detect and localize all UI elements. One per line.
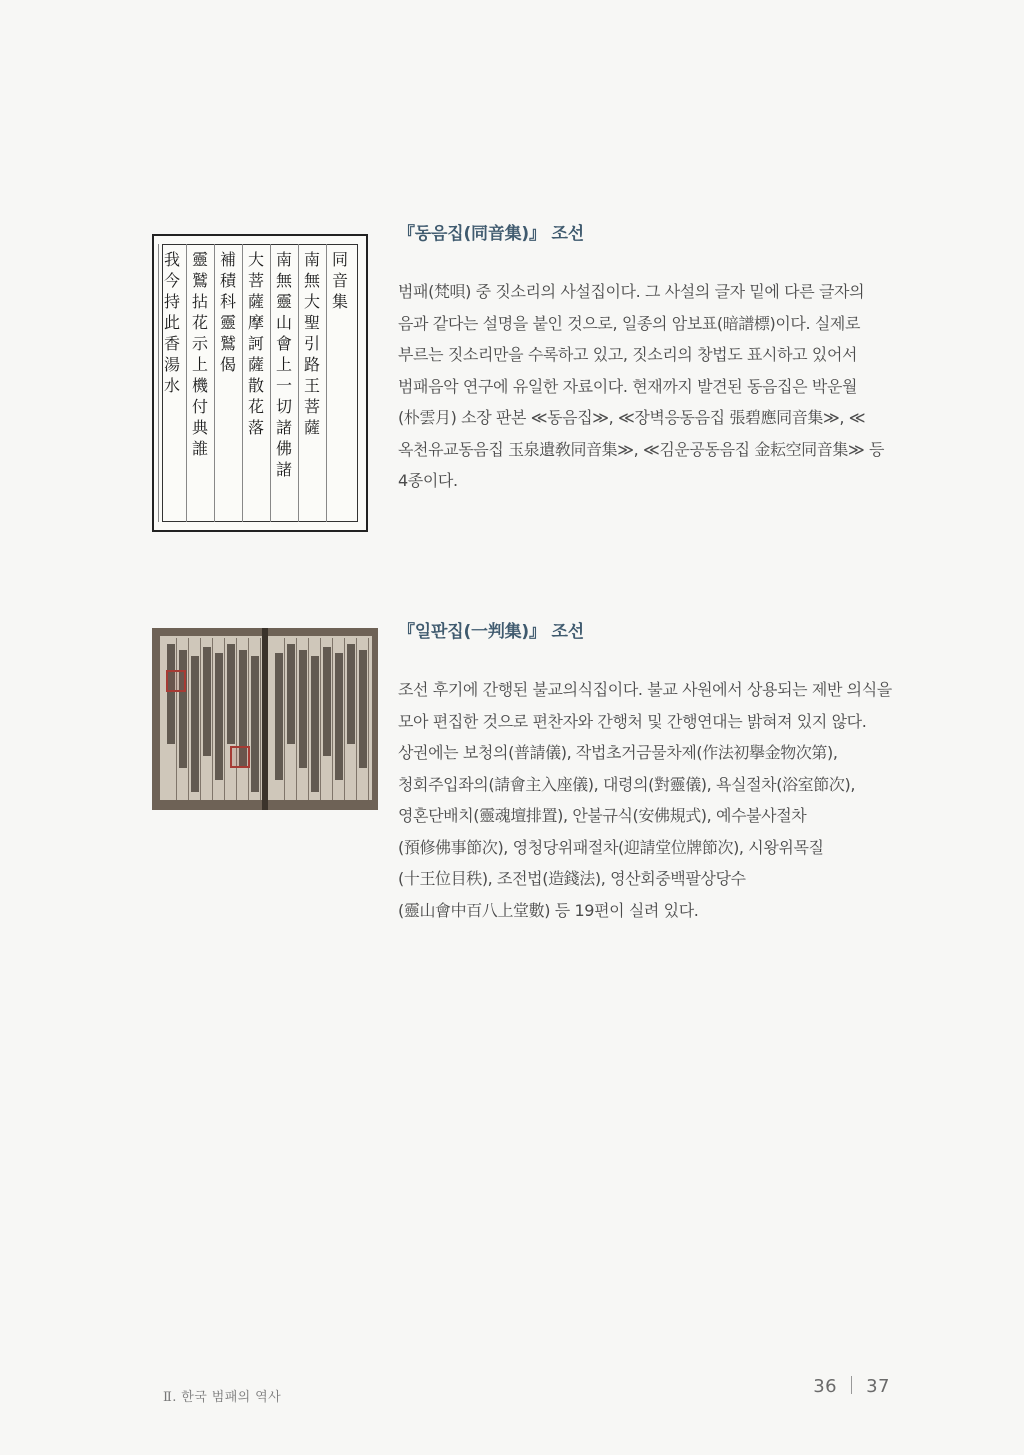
book-column-rule	[332, 638, 333, 800]
book-column-rule	[224, 638, 225, 800]
manuscript-glyph: 今	[163, 271, 180, 290]
book-text-column	[311, 656, 319, 792]
entry-title: 『일판집(一判集)』 조선	[398, 622, 584, 642]
manuscript-glyph: 訶	[247, 334, 264, 353]
book-column-rule	[368, 638, 369, 800]
book-column-rule	[344, 638, 345, 800]
manuscript-glyph: 散	[247, 376, 264, 395]
book-text-column	[215, 653, 223, 780]
manuscript-glyph: 路	[303, 355, 320, 374]
manuscript-glyph: 菩	[303, 397, 320, 416]
manuscript-glyph: 科	[219, 292, 236, 311]
manuscript-glyph: 香	[163, 334, 180, 353]
book-text-column	[335, 653, 343, 780]
manuscript-column-rule	[186, 244, 187, 522]
manuscript-glyph: 摩	[247, 313, 264, 332]
entry-text	[398, 222, 892, 497]
manuscript-glyph: 上	[275, 355, 292, 374]
manuscript-glyph: 薩	[247, 355, 264, 374]
manuscript-glyph: 薩	[303, 418, 320, 437]
manuscript-glyph: 南	[303, 250, 320, 269]
manuscript-glyph: 聖	[303, 313, 320, 332]
manuscript-glyph: 同	[331, 250, 348, 269]
manuscript-column-rule	[298, 244, 299, 522]
manuscript-glyph: 水	[163, 376, 180, 395]
page-numbers	[813, 1376, 890, 1397]
manuscript-glyph: 靈	[219, 313, 236, 332]
manuscript-glyph: 切	[275, 397, 292, 416]
manuscript-column-rule	[158, 244, 159, 522]
page-number-left: 36	[813, 1376, 838, 1397]
book-column-rule	[296, 638, 297, 800]
manuscript-glyph: 持	[163, 292, 180, 311]
manuscript-column-rule	[270, 244, 271, 522]
book-column-rule	[248, 638, 249, 800]
book-text-column	[323, 647, 331, 756]
manuscript-glyph: 大	[247, 250, 264, 269]
manuscript-glyph: 花	[191, 313, 208, 332]
manuscript-glyph: 付	[191, 397, 208, 416]
page-number-right: 37	[866, 1376, 890, 1397]
page-number-divider	[851, 1376, 852, 1394]
red-seal-stamp	[166, 670, 186, 692]
dongeumjip-manuscript-image	[152, 234, 368, 532]
book-column-rule	[284, 638, 285, 800]
manuscript-glyph: 靈	[191, 250, 208, 269]
book-column-rule	[176, 638, 177, 800]
manuscript-glyph: 王	[303, 376, 320, 395]
manuscript-glyph: 鷲	[191, 271, 208, 290]
manuscript-glyph: 補	[219, 250, 236, 269]
book-column-rule	[308, 638, 309, 800]
manuscript-glyph: 引	[303, 334, 320, 353]
manuscript-column-rule	[242, 244, 243, 522]
manuscript-glyph: 花	[247, 397, 264, 416]
manuscript-glyph: 靈	[275, 292, 292, 311]
book-text-column	[167, 644, 175, 744]
entry-body: 조선 후기에 간행된 불교의식집이다. 불교 사원에서 상용되는 제반 의식을 모아 편집한 것으로 편찬자와 간행처 및 간행연대는 밝혀져 있지 않다. 상권에는 보청의(普請儀), 작법초거금물차제(作法初擧金物次第), 청회주입좌의(請會主入座儀), 대령의(對靈儀), 욕실절차(浴室節次), 영혼단배치(靈魂壇排置), 안불규식(安佛規式), 예수불사절차(預修佛事節次), 영청당위패절차(迎請堂位牌節次), 시왕위목질(十王位目秩), 조전법(造錢法), 영산회중백팔상당수(靈山會中百八上堂數) 등 19편이 실려 있다.	[398, 680, 892, 920]
book-column-rule	[212, 638, 213, 800]
entry-body: 범패(梵唄) 중 짓소리의 사설집이다. 그 사설의 글자 밑에 다른 글자의 음과 같다는 설명을 붙인 것으로, 일종의 암보표(暗譜標)이다. 실제로 부르는 짓소리만을 수록하고 있고, 짓소리의 창법도 표시하고 있어서 범패음악 연구에 유일한 자료이다. 현재까지 발견된 동음집은 박운월(朴雲月) 소장 판본 ≪동음집≫, ≪장벽응동음집 張碧應同音集≫, ≪옥천유교동음집 玉泉遺敎同音集≫, ≪김운공동음집 金耘空同音集≫ 등 4종이다.	[398, 282, 885, 490]
manuscript-glyph: 上	[191, 355, 208, 374]
manuscript-glyph: 拈	[191, 292, 208, 311]
manuscript-glyph: 示	[191, 334, 208, 353]
entry-text	[398, 620, 892, 926]
manuscript-glyph: 菩	[247, 271, 264, 290]
manuscript-glyph: 誰	[191, 439, 208, 458]
entry-title: 『동음집(同音集)』 조선	[398, 224, 584, 244]
manuscript-glyph: 我	[163, 250, 180, 269]
book-text-column	[287, 644, 295, 744]
manuscript-glyph: 此	[163, 313, 180, 332]
red-seal-stamp	[230, 746, 250, 768]
manuscript-glyph: 山	[275, 313, 292, 332]
book-text-column	[179, 650, 187, 768]
book-column-rule	[320, 638, 321, 800]
manuscript-glyph: 大	[303, 292, 320, 311]
manuscript-glyph: 積	[219, 271, 236, 290]
manuscript-glyph: 無	[275, 271, 292, 290]
manuscript-glyph: 諸	[275, 418, 292, 437]
book-text-column	[251, 656, 259, 792]
book-text-column	[275, 653, 283, 780]
book-column-rule	[236, 638, 237, 800]
book-gutter	[262, 628, 268, 810]
book-text-column	[191, 656, 199, 792]
manuscript-glyph: 一	[275, 376, 292, 395]
manuscript-glyph: 無	[303, 271, 320, 290]
book-text-column	[347, 644, 355, 744]
manuscript-glyph: 佛	[275, 439, 292, 458]
manuscript-glyph: 偈	[219, 355, 236, 374]
book-column-rule	[260, 638, 261, 800]
book-text-column	[203, 647, 211, 756]
manuscript-glyph: 鷲	[219, 334, 236, 353]
manuscript-glyph: 機	[191, 376, 208, 395]
book-column-rule	[188, 638, 189, 800]
manuscript-glyph: 薩	[247, 292, 264, 311]
manuscript-glyph: 會	[275, 334, 292, 353]
manuscript-glyph: 湯	[163, 355, 180, 374]
book-column-rule	[356, 638, 357, 800]
book-text-column	[227, 644, 235, 744]
manuscript-glyph: 典	[191, 418, 208, 437]
book-column-rule	[200, 638, 201, 800]
manuscript-glyph: 集	[331, 292, 348, 311]
manuscript-glyph: 諸	[275, 460, 292, 479]
manuscript-glyph: 音	[331, 271, 348, 290]
ilpanjip-book-image	[152, 628, 378, 810]
manuscript-column-rule	[214, 244, 215, 522]
running-footer-section: Ⅱ. 한국 범패의 역사	[163, 1390, 282, 1405]
book-text-column	[359, 650, 367, 768]
book-text-column	[299, 650, 307, 768]
manuscript-column-rule	[326, 244, 327, 522]
manuscript-glyph: 南	[275, 250, 292, 269]
manuscript-glyph: 落	[247, 418, 264, 437]
